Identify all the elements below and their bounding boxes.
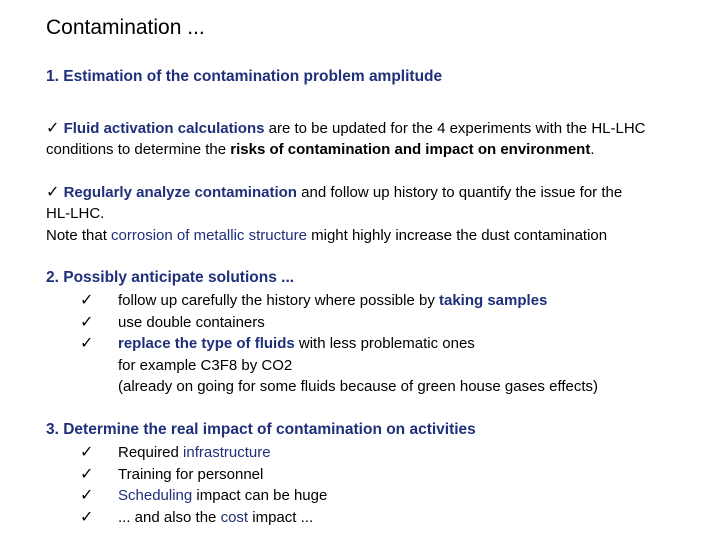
page-title: Contamination ... (46, 16, 205, 39)
section-1-item-1-line-2: conditions to determine the risks of contamination and impact on environment. (46, 141, 595, 158)
checkmark-icon: ✓ (80, 444, 94, 461)
section-3-bullet-1: Required infrastructure (118, 444, 271, 461)
section-3-heading: 3. Determine the real impact of contamination on activities (46, 421, 476, 438)
section-2-line-5: (already on going for some fluids because of green house gases effects) (118, 378, 599, 395)
section-2-line-4: for example C3F8 by CO2 (118, 357, 293, 374)
section-2-bullet-1: follow up carefully the history where possible by taking samples (118, 292, 548, 309)
section-3-bullet-3: Scheduling impact can be huge (118, 487, 328, 504)
section-1-item-2-line-2: HL-LHC. (46, 205, 105, 222)
checkmark-icon: ✓ (80, 466, 94, 483)
checkmark-icon: ✓ (80, 335, 94, 352)
section-1-item-2-line-1: ✓ Regularly analyze contamination and follow up history to quantify the issue for the (46, 184, 623, 201)
checkmark-icon: ✓ (80, 487, 94, 504)
section-1-note: Note that corrosion of metallic structure might highly increase the dust contamination (46, 227, 608, 244)
checkmark-icon: ✓ (80, 509, 94, 526)
section-2-heading: 2. Possibly anticipate solutions ... (46, 269, 295, 286)
section-2-bullet-2: use double containers (118, 314, 265, 331)
section-3-bullet-4: ... and also the cost impact ... (118, 509, 314, 526)
section-2-bullet-3: replace the type of fluids with less problematic ones (118, 335, 475, 352)
checkmark-icon: ✓ (80, 292, 94, 309)
section-1-heading: 1. Estimation of the contamination problem amplitude (46, 68, 443, 85)
checkmark-icon: ✓ (80, 314, 94, 331)
checkmark-icon: ✓ (46, 120, 60, 137)
checkmark-icon: ✓ (46, 184, 60, 201)
section-3-bullet-2: Training for personnel (118, 466, 264, 483)
section-1-item-1-line-1: ✓ Fluid activation calculations are to be updated for the 4 experiments with the HL-LHC (46, 120, 646, 137)
